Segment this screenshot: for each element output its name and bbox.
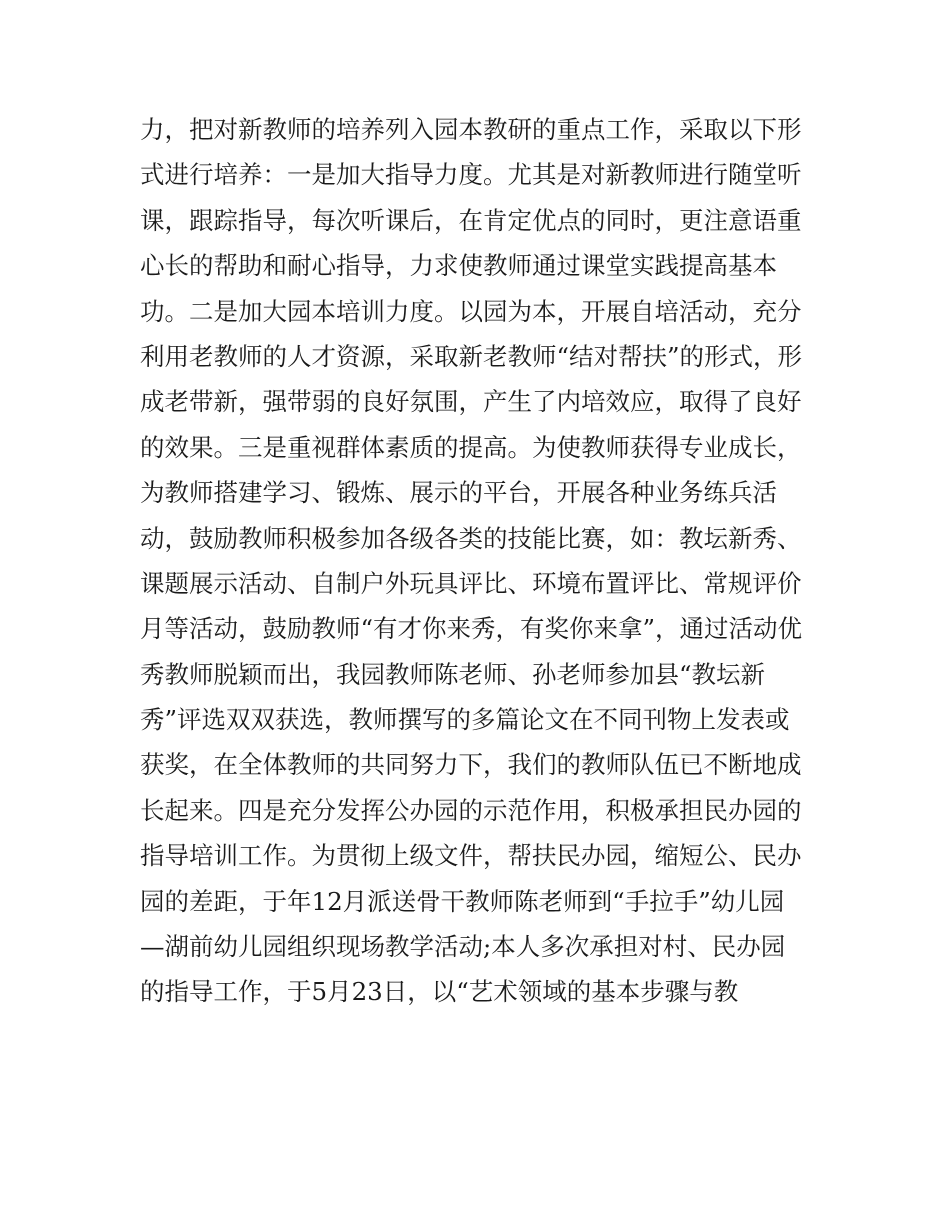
text-line: 园的差距，于年12月派送骨干教师陈老师到“手拉手”幼儿园 [140, 886, 785, 916]
text-line: 为教师搭建学习、锻炼、展示的平台，开展各种业务练兵活 [140, 478, 777, 508]
text-line: 获奖，在全体教师的共同努力下，我们的教师队伍已不断地成 [140, 750, 802, 780]
body-text [140, 107, 830, 1015]
text-line: 的指导工作，于5月23日，以“艺术领域的基本步骤与教 [140, 977, 739, 1007]
text-line: 式进行培养：一是加大指导力度。尤其是对新教师进行随堂听 [140, 160, 802, 190]
text-line: 秀教师脱颖而出，我园教师陈老师、孙老师参加县“教坛新 [140, 659, 766, 689]
text-line: 秀”评选双双获选，教师撰写的多篇论文在不同刊物上发表或 [140, 705, 790, 735]
text-line: 利用老教师的人才资源，采取新老教师“结对帮扶”的形式，形 [140, 341, 803, 371]
text-line: 课题展示活动、自制户外玩具评比、环境布置评比、常规评价 [140, 568, 802, 598]
text-line: 功。二是加大园本培训力度。以园为本，开展自培活动，充分 [140, 296, 802, 326]
text-line: —湖前幼儿园组织现场教学活动;本人多次承担对村、民办园 [140, 932, 786, 962]
text-line: 月等活动，鼓励教师“有才你来秀，有奖你来拿”，通过活动优 [140, 614, 803, 644]
text-line: 的效果。三是重视群体素质的提高。为使教师获得专业成长， [140, 432, 802, 462]
text-line: 成老带新，强带弱的良好氛围，产生了内培效应，取得了良好 [140, 387, 802, 417]
text-line: 力，把对新教师的培养列入园本教研的重点工作，采取以下形 [140, 115, 802, 144]
text-line: 课，跟踪指导，每次听课后，在肯定优点的同时，更注意语重 [140, 205, 802, 235]
text-line: 动，鼓励教师积极参加各级各类的技能比赛，如：教坛新秀、 [140, 523, 802, 553]
text-line: 心长的帮助和耐心指导，力求使教师通过课堂实践提高基本 [140, 251, 777, 281]
text-line: 长起来。四是充分发挥公办园的示范作用，积极承担民办园的 [140, 795, 802, 825]
text-line: 指导培训工作。为贯彻上级文件，帮扶民办园，缩短公、民办 [140, 841, 802, 871]
